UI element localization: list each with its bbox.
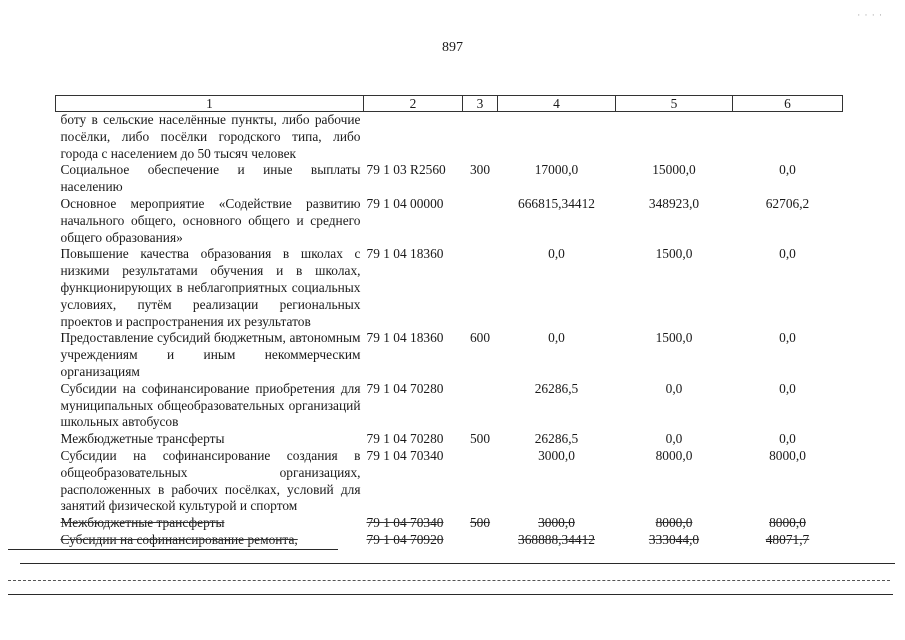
row-name: Субсидии на софинансирование приобретения для муниципальных общеобразовательных организаций школьных автобусов [60,380,361,430]
row-value-4: 3000,0 [538,515,575,531]
row-value-5: 8000,0 [655,515,693,531]
row-value-6: 62706,2 [765,195,810,211]
row-value-6: 48071,7 [765,531,810,547]
row-value-5: 1500,0 [655,330,693,346]
row-expense-type: 500 [469,515,491,531]
row-value-6: 0,0 [779,162,796,178]
page-number: 897 [442,40,463,55]
scan-rule [8,549,338,550]
header-col-4: 4 [498,96,616,112]
row-target-code: 79 1 04 70280 [366,380,444,396]
row-value-4: 3000,0 [538,447,575,463]
budget-allocation-table [55,95,843,549]
row-value-4: 26286,5 [534,431,579,447]
row-expense-type [463,196,498,246]
table-row [56,431,843,448]
scan-corner-mark: · · · · [857,10,883,20]
row-expense-type [463,448,498,515]
row-target-code: 79 1 04 70340 [366,515,444,531]
row-expense-type: 600 [469,330,491,346]
header-col-3: 3 [463,96,498,112]
row-value-4: 26286,5 [534,380,579,396]
row-target-code: 79 1 04 18360 [366,246,444,262]
table-row [56,196,843,246]
table-row [56,532,843,549]
row-target-code: 79 1 04 70920 [366,531,444,547]
row-expense-type [463,532,498,549]
header-col-2: 2 [364,96,463,112]
row-expense-type [463,381,498,431]
scan-rule [8,580,890,581]
row-value-5: 0,0 [665,380,683,396]
row-expense-type: 500 [469,431,491,447]
header-col-1: 1 [56,96,364,112]
table-row [56,330,843,380]
row-value-4: 666815,34412 [518,195,595,211]
row-name: Предоставление субсидий бюджетным, автономным учреждениям и иным некоммерческим организациям [60,330,361,379]
row-name: Социальное обеспечение и иные выплаты населению [60,162,361,195]
row-value-5: 348923,0 [648,195,700,211]
row-target-code: 79 1 04 70340 [366,447,444,463]
header-col-6: 6 [733,96,843,112]
header-row [56,96,843,112]
row-value-4: 0,0 [548,246,565,262]
table-row [56,112,843,163]
row-expense-type [463,112,498,163]
row-target-code [364,112,463,163]
scan-rule [8,594,893,595]
row-value-6 [733,112,843,163]
row-value-6: 8000,0 [769,515,806,531]
row-name: Основное мероприятие «Содействие развитию начального общего, основного общего и среднего общего образования» [60,195,361,245]
row-name: Субсидии на софинансирование ремонта, [60,531,298,547]
row-name: боту в сельские населённые пункты, либо рабочие посёлки, либо посёлки городского типа, либо города с населением до 50 тысяч человек [60,112,361,161]
table-row [56,515,843,532]
row-target-code: 79 1 03 R2560 [366,162,446,178]
row-value-5: 333044,0 [648,531,700,547]
row-value-4: 0,0 [548,330,565,346]
row-value-6: 0,0 [779,246,796,262]
row-name: Повышение качества образования в школах с низкими результатами обучения и в школах, функционирующих в неблагоприятных социальных условиях, путём реализации региональных проектов и распространения их результатов [60,246,361,329]
table-row [56,448,843,515]
row-target-code: 79 1 04 00000 [366,195,444,211]
row-value-6: 0,0 [779,380,796,396]
table-row [56,381,843,431]
row-value-5: 1500,0 [655,246,693,262]
row-expense-type: 300 [469,162,491,178]
row-value-6: 0,0 [779,431,796,447]
row-name: Межбюджетные трансферты [60,515,225,531]
row-target-code: 79 1 04 70280 [366,431,444,447]
scan-rule [20,563,895,564]
table-row [56,246,843,330]
row-target-code: 79 1 04 18360 [366,330,444,346]
header-col-5: 5 [616,96,733,112]
row-value-4: 368888,34412 [518,531,595,547]
row-value-6: 8000,0 [769,447,806,463]
row-name: Субсидии на софинансирование создания в общеобразовательных организациях, расположенных в рабочих посёлках, условий для занятий физической культурой и спортом [60,447,361,514]
row-value-5 [616,112,733,163]
row-value-5: 15000,0 [652,162,696,178]
row-value-5: 8000,0 [655,447,693,463]
row-value-5: 0,0 [665,431,683,447]
row-expense-type [463,246,498,330]
row-name: Межбюджетные трансферты [60,431,225,447]
row-value-6: 0,0 [779,330,796,346]
row-value-4: 17000,0 [534,162,579,178]
row-value-4 [498,112,616,163]
table-row [56,162,843,196]
